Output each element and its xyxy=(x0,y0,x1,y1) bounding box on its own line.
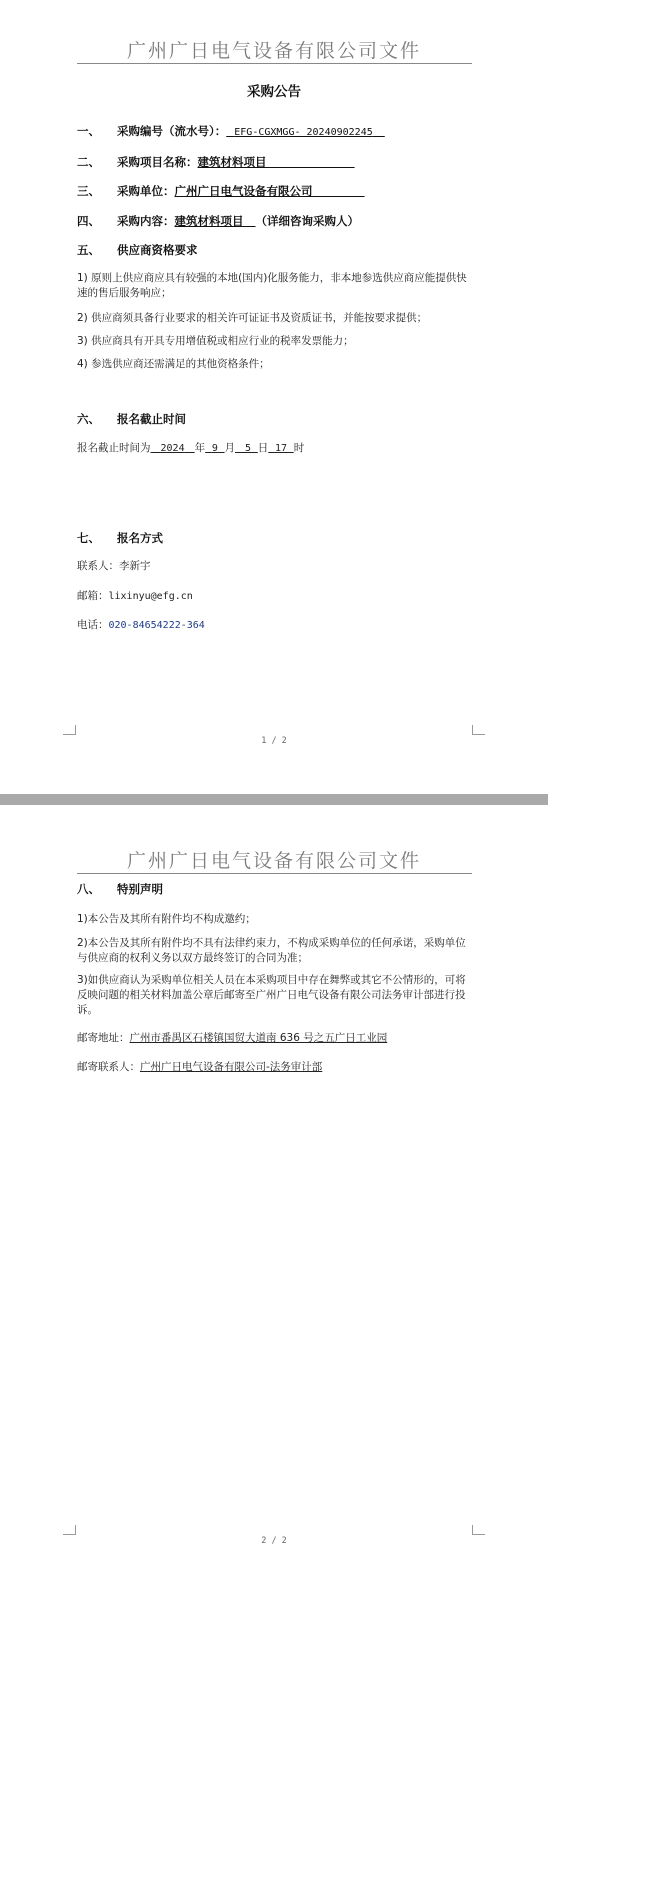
page-number: 2 / 2 xyxy=(261,1536,287,1546)
section-number: 七、 xyxy=(77,531,100,545)
requirement-2: 2) 供应商须具备行业要求的相关许可证证书及资质证书，并能按要求提供； xyxy=(77,312,428,324)
item-project-name xyxy=(77,154,477,170)
page-separator xyxy=(0,794,548,805)
item-value: 建筑材料项目 xyxy=(174,214,244,228)
contact-phone-line xyxy=(77,618,472,633)
item-label: 采购项目名称： xyxy=(117,155,198,169)
document-page-1 xyxy=(0,0,548,794)
deadline-month: 9 xyxy=(211,443,218,454)
deadline-day: 5 xyxy=(245,443,252,454)
item-supplier-requirements xyxy=(77,242,477,258)
deadline-hour-unit: 时 xyxy=(293,442,305,454)
mail-contact: 广州广日电气设备有限公司-法务审计部 xyxy=(140,1061,323,1073)
mail-contact-label: 邮寄联系人： xyxy=(77,1061,140,1073)
item-value: EFG-CGXMGG- 20240902245 xyxy=(234,127,373,138)
page-corner-mark-right xyxy=(472,1525,485,1535)
section-label: 报名截止时间 xyxy=(117,412,186,426)
contact-person: 李新宇 xyxy=(119,560,151,572)
document-header: 广州广日电气设备有限公司文件 xyxy=(126,40,421,62)
contact-email[interactable]: lixinyu@efg.cn xyxy=(108,591,193,602)
statement-1: 1)本公告及其所有附件均不构成邀约； xyxy=(77,913,256,925)
item-label: 采购单位： xyxy=(117,184,175,198)
deadline-year: 2024 xyxy=(160,443,185,454)
section-special-statement xyxy=(77,881,477,897)
page-corner-mark-left xyxy=(63,1525,76,1535)
item-value: 建筑材料项目 xyxy=(197,155,267,169)
section-registration xyxy=(77,530,477,546)
section-number: 六、 xyxy=(77,412,100,426)
contact-email-label: 邮箱： xyxy=(77,590,109,602)
item-number: 二、 xyxy=(77,155,100,169)
mail-contact-line xyxy=(77,1060,472,1075)
contact-phone: 020-84654222-364 xyxy=(108,620,205,631)
item-procurement-number xyxy=(77,123,477,139)
contact-email-line xyxy=(77,589,472,604)
deadline-day-unit: 日 xyxy=(257,442,269,454)
item-label: 供应商资格要求 xyxy=(117,243,198,257)
page-corner-mark-left xyxy=(63,725,76,735)
deadline-month-unit: 月 xyxy=(224,442,236,454)
mail-address: 广州市番禺区石楼镇国贸大道南 636 号之五广日工业园 xyxy=(129,1032,388,1044)
item-procurement-unit xyxy=(77,183,477,199)
item-suffix: （详细咨询采购人） xyxy=(255,214,360,228)
page-number: 1 / 2 xyxy=(261,736,287,746)
contact-person-line xyxy=(77,559,472,574)
document-page-2 xyxy=(0,805,548,1881)
statement-2: 2)本公告及其所有附件均不具有法律约束力，不构成采购单位的任何承诺，采购单位与供应商的权利义务以双方最终签订的合同为准； xyxy=(77,937,466,964)
section-deadline xyxy=(77,411,477,427)
item-label: 采购编号（流水号）： xyxy=(117,124,227,138)
contact-phone-label: 电话： xyxy=(77,619,109,631)
mail-address-line xyxy=(77,1031,472,1046)
item-number: 一、 xyxy=(77,124,100,138)
item-label: 采购内容： xyxy=(117,214,175,228)
page-corner-mark-right xyxy=(472,725,485,735)
deadline-line xyxy=(77,441,472,456)
deadline-year-unit: 年 xyxy=(194,442,206,454)
document-header: 广州广日电气设备有限公司文件 xyxy=(126,850,421,872)
section-label: 特别声明 xyxy=(117,882,163,896)
mail-address-label: 邮寄地址： xyxy=(77,1032,130,1044)
item-number: 四、 xyxy=(77,214,100,228)
deadline-prefix: 报名截止时间为 xyxy=(77,442,151,454)
item-number: 五、 xyxy=(77,243,100,257)
item-value: 广州广日电气设备有限公司 xyxy=(174,184,313,198)
contact-person-label: 联系人： xyxy=(77,560,119,572)
item-number: 三、 xyxy=(77,184,100,198)
statement-3: 3)如供应商认为采购单位相关人员在本采购项目中存在舞弊或其它不公情形的，可将反映问题的相关材料加盖公章后邮寄至广州广日电气设备有限公司法务审计部进行投诉。 xyxy=(77,974,466,1016)
section-number: 八、 xyxy=(77,882,100,896)
header-rule xyxy=(77,63,472,64)
requirement-1: 1) 原则上供应商应具有较强的本地(国内)化服务能力，非本地参选供应商应能提供快速的售后服务响应； xyxy=(77,272,467,299)
requirement-4: 4) 参选供应商还需满足的其他资格条件； xyxy=(77,358,270,370)
header-rule xyxy=(77,873,472,874)
item-procurement-content xyxy=(77,213,477,229)
document-title: 采购公告 xyxy=(247,84,301,100)
requirement-3: 3) 供应商具有开具专用增值税或相应行业的税率发票能力； xyxy=(77,335,354,347)
deadline-hour: 17 xyxy=(274,443,287,454)
section-label: 报名方式 xyxy=(117,531,163,545)
